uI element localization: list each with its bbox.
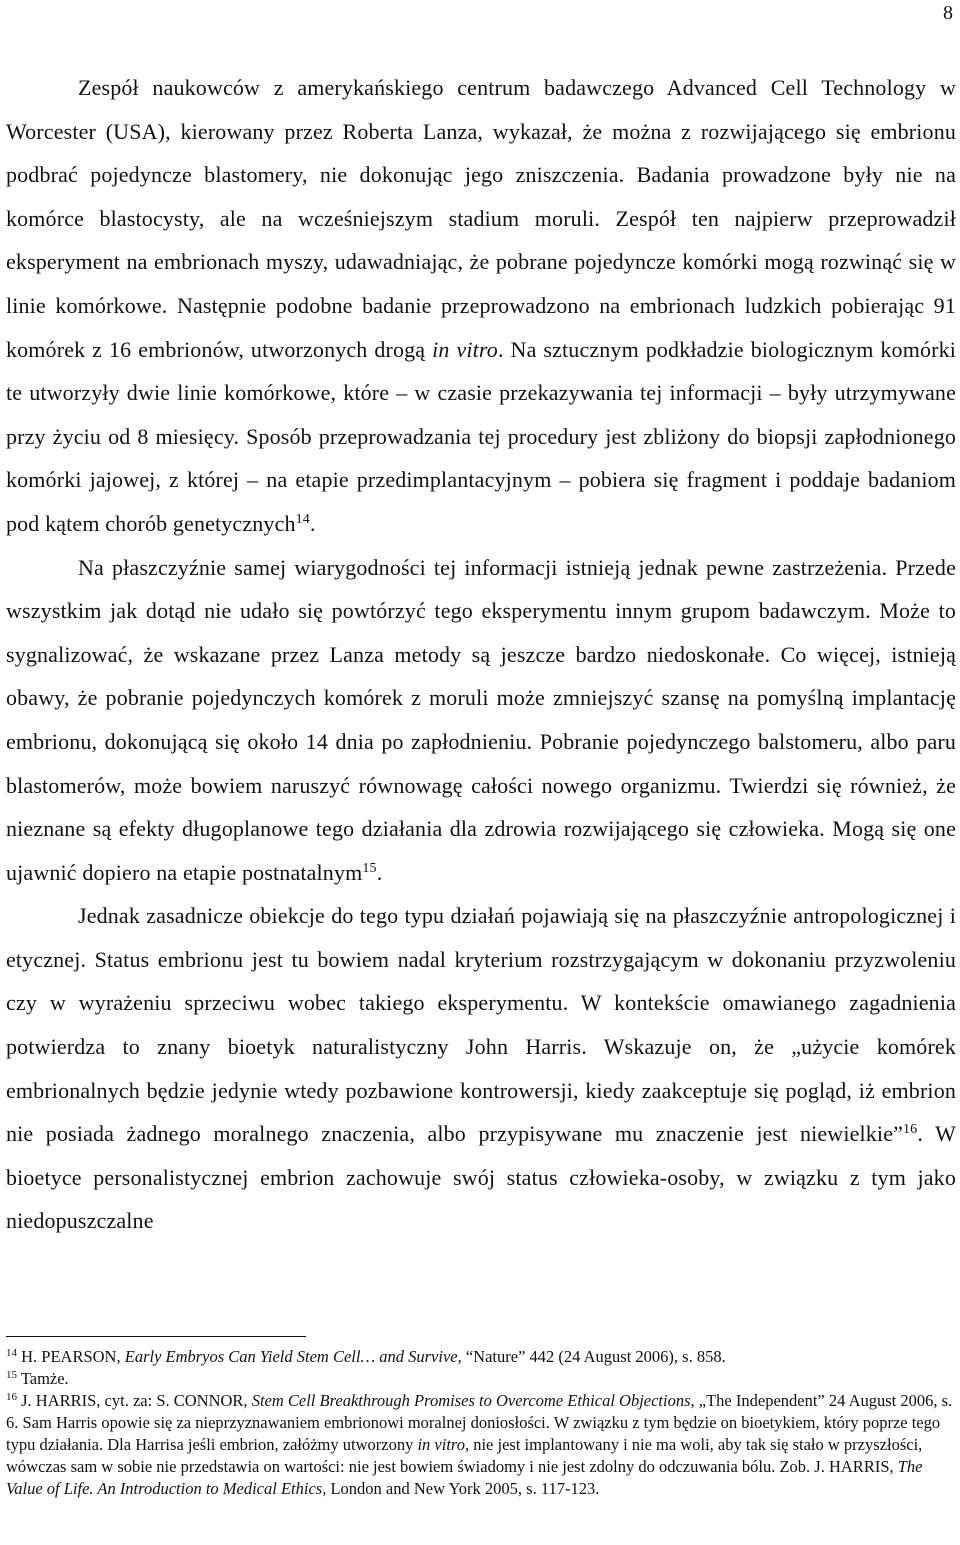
footnote-16-text: J. HARRIS, cyt. za: S. CONNOR,: [17, 1391, 252, 1410]
paragraph-3-end: . W bioetyce personalistycznej embrion zachowuje swój status człowieka-osoby, w związku z tym jako niedopuszczalne: [6, 1121, 956, 1234]
paragraph-1-text-b: . Na sztucznym podkładzie biologicznym komórki te utworzyły dwie linie komórkowe, które – w czasie przekazywania tej informacji – były utrzymywane przy życiu od 8 miesięcy. Sposób przeprowadzania tej procedury jest zbliżony do biopsji zapłodnionego komórki jajowej, z której – na etapie przedimplantacyjnym – pobiera się fragment i poddaje badaniom pod kątem chorób genetycznych: [6, 336, 956, 536]
footnote-16: [6, 1390, 956, 1500]
paragraph-2-end: .: [376, 859, 383, 885]
paragraph-1-text: Zespół naukowców z amerykańskiego centrum badawczego Advanced Cell Technology w Worcester (USA), kierowany przez Roberta Lanza, wykazał, że można z rozwijającego się embrionu podbrać pojedyncze blastomery, nie dokonując jego zniszczenia. Badania prowadzone były nie na komórce blastocysty, ale na wcześniejszym stadium moruli. Zespół ten najpierw przeprowadził eksperyment na embrionach myszy, udawadniając, że pobrane pojedyncze komórki mogą rozwinąć się w linie komórkowe. Następnie podobne badanie przeprowadzono na embrionach ludzkich pobierając 91 komórek z 16 embrionów, utworzonych drogą: [6, 75, 956, 362]
footnote-number-15: 15: [6, 1369, 17, 1381]
footnote-ref-15[interactable]: 15: [362, 860, 377, 876]
paragraph-2-text: Na płaszczyźnie samej wiarygodności tej informacji istnieją jednak pewne zastrzeżenia. Przede wszystkim jak dotąd nie udało się powtórzyć tego eksperymentu innym grupom badawczym. Może to sygnalizować, że wskazane przez Lanza metody są jeszcze bardzo niedoskonałe. Co więcej, istnieją obawy, że pobranie pojedynczych komórek z moruli może zmniejszyć szansę na pomyślną implantację embrionu, dokonującą się około 14 dnia po zapłodnieniu. Pobranie pojedynczego balstomeru, albo paru blastomerów, może bowiem naruszyć równowagę całości nowego organizmu. Twierdzi się również, że nieznane są efekty długoplanowe tego działania dla zdrowia rozwijającego się człowieka. Mogą się one ujawnić dopiero na etapie postnatalnym: [6, 554, 956, 885]
footnote-16-text-c: , nie jest implantowany i nie ma woli, aby tak się stało w przyszłości, wówczas sam w sobie nie przedstawia on wartości: nie jest bowiem świadomy i nie jest zdolny do odczuwania bólu. Zob. J. HARRIS,: [6, 1435, 923, 1476]
paragraph-3: [6, 894, 956, 1243]
footnote-ref-14[interactable]: 14: [295, 511, 310, 527]
footnote-16-text-d: , London and New York 2005, s. 117-123.: [322, 1479, 600, 1498]
footnote-14-title: Early Embryos Can Yield Stem Cell… and Survive: [124, 1347, 458, 1366]
paragraph-2: [6, 546, 956, 895]
footnote-15-text: Tamże.: [17, 1369, 69, 1388]
footnote-16-title: Stem Cell Breakthrough Promises to Overcome Ethical Objections: [251, 1391, 691, 1410]
footnote-16-italic-in-vitro: in vitro: [417, 1435, 465, 1454]
footnote-14: [6, 1346, 956, 1368]
footnote-15: [6, 1368, 956, 1390]
footnotes: [6, 1346, 956, 1500]
footnote-14-text-b: , “Nature” 442 (24 August 2006), s. 858.: [457, 1347, 726, 1366]
footnote-16-text-b: , „The Independent” 24 August 2006, s. 6. Sam Harris opowie się za nieprzyznawaniem embrionowi moralnej doniosłości. W związku z tym będzie on bioetykiem, który poprze tego typu działania. Dla Harrisa jeśli embrion, załóżmy utworzony: [6, 1391, 953, 1454]
paragraph-1-end: .: [309, 510, 316, 536]
footnote-ref-16[interactable]: 16: [903, 1122, 918, 1138]
paragraph-1: [6, 66, 956, 546]
footnote-number-16: 16: [6, 1391, 17, 1403]
footnote-number-14: 14: [6, 1347, 17, 1359]
paragraph-3-text: Jednak zasadnicze obiekcje do tego typu działań pojawiają się na płaszczyźnie antropologicznej i etycznej. Status embrionu jest tu bowiem nadal kryterium rozstrzygającym w dokonaniu przyzwoleniu czy w wyrażeniu sprzeciwu wobec takiego eksperymentu. W kontekście omawianego zagadnienia potwierdza to znany bioetyk naturalistyczny John Harris. Wskazuje on, że „użycie komórek embrionalnych będzie jedynie wtedy pozbawione kontrowersji, kiedy zaakceptuje się pogląd, iż embrion nie posiada żadnego moralnego znaczenia, albo przypisywane mu znaczenie jest niewielkie”: [6, 903, 956, 1147]
footnote-14-text: H. PEARSON,: [17, 1347, 125, 1366]
italic-in-vitro: in vitro: [432, 336, 498, 362]
footnote-16-book-title: The Value of Life. An Introduction to Medical Ethics: [6, 1457, 923, 1498]
footnote-separator: [6, 1336, 306, 1337]
body-text: [6, 66, 956, 1243]
page-number: 8: [943, 2, 953, 24]
